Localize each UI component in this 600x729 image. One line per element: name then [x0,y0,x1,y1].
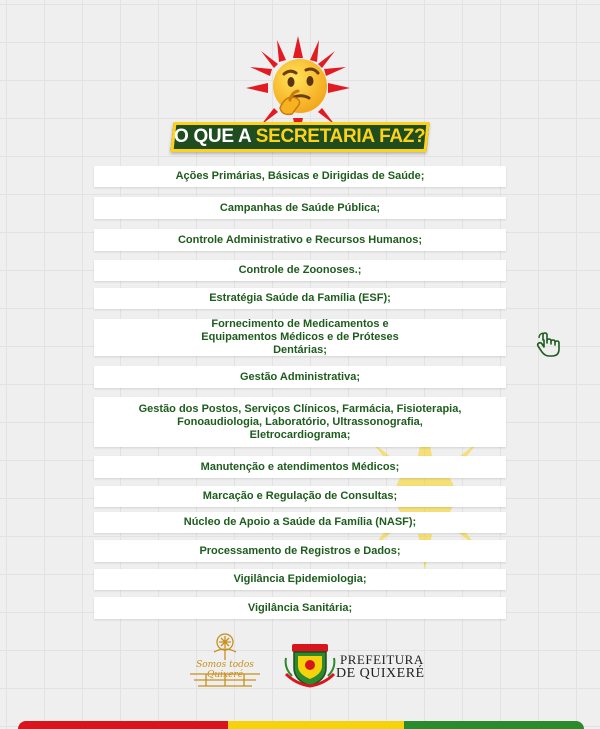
stripe-green [404,721,584,729]
stripe-yellow [228,721,404,729]
list-item: Processamento de Registros e Dados; [94,540,506,562]
somos-quixere-text: Somos todos Quixeré [196,660,254,680]
crest-icon [284,640,336,692]
municipality-label: DE QUIXERÉ [336,666,425,681]
title-part-2: SECRETARIA FAZ? [256,126,426,147]
list-item: Estratégia Saúde da Família (ESF); [94,288,506,309]
list-item: Campanhas de Saúde Pública; [94,197,506,219]
prefeitura-label: PREFEITURA [340,652,424,667]
pointer-hand-icon [536,332,562,358]
list-item: Gestão Administrativa; [94,366,506,388]
list-item: Fornecimento de Medicamentos e Equipamentos Médicos e de Próteses Dentárias; [94,319,506,356]
list-item: Núcleo de Apoio a Saúde da Família (NASF); [94,512,506,533]
list-item: Gestão dos Postos, Serviços Clínicos, Farmácia, Fisioterapia, Fonoaudiologia, Laboratório, Ultrassonografia, Eletrocardiograma; [94,397,506,447]
page-title [170,122,429,152]
list-item: Vigilância Epidemiologia; [94,569,506,590]
list-item: Controle de Zoonoses.; [94,260,506,281]
list-item: Manutenção e atendimentos Médicos; [94,456,506,478]
title-part-1: O QUE A [174,126,257,147]
list-item: Ações Primárias, Básicas e Dirigidas de Saúde; [94,166,506,187]
list-item: Controle Administrativo e Recursos Humanos; [94,229,506,251]
list-item: Marcação e Regulação de Consultas; [94,486,506,507]
stripe-red [18,721,228,729]
thinking-emoji-icon [268,56,332,120]
list-item: Vigilância Sanitária; [94,597,506,619]
